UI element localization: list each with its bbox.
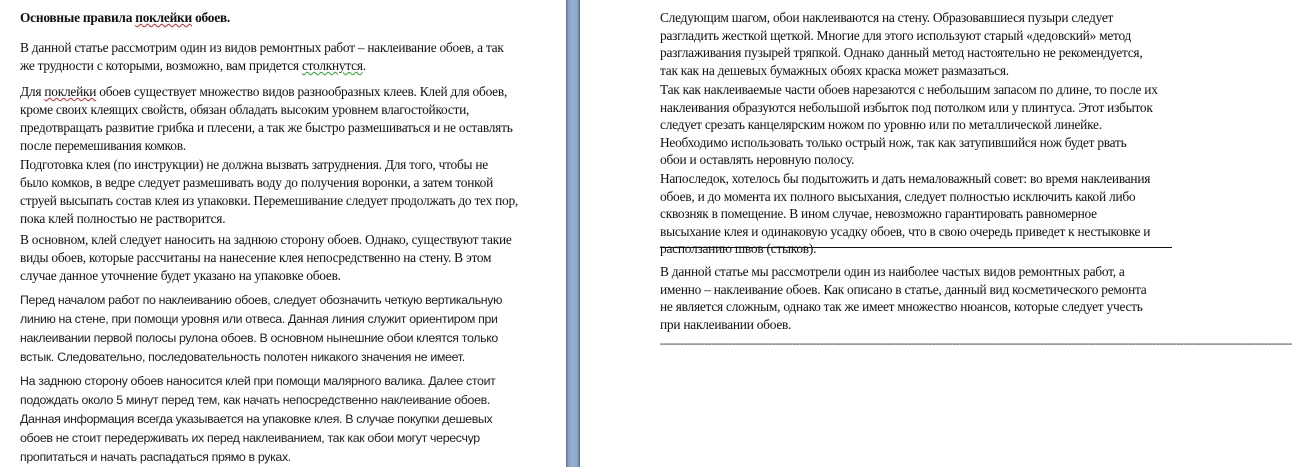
text-line: Так как наклеиваемые части обоев нарезаются с небольшим запасом по длине, то после их — [660, 82, 1158, 97]
text-line: разгладить жесткой щеткой. Многие для этого используют старый «дедовский» метод — [660, 27, 1132, 43]
text-line: пока клей полностью не растворится. — [20, 211, 226, 226]
text-line: высыхание клея и одинаковую усадку обоев, что в свою очередь приведет к нестыковке и — [660, 223, 1151, 239]
text-line: так как на дешевых бумажных обоях краска может размазаться. — [660, 62, 1009, 78]
text-line: В данной статье мы рассмотрели один из наиболее частых видов ремонтных работ, а — [660, 264, 1125, 279]
text-line: предотвращать развитие грибка и плесени, а так же быстро размешиваться и не оставлять — [20, 120, 513, 135]
page-splitter[interactable] — [566, 0, 580, 467]
paragraph — [660, 170, 1150, 258]
text-line: Подготовка клея (по инструкции) не должна вызвать затруднения. Для того, чтобы не — [20, 157, 488, 172]
text-line: при наклеивании обоев. — [660, 316, 792, 332]
paragraph — [660, 9, 1142, 79]
text-line: подождать около 5 минут перед тем, как начать непосредственно наклеивание обоев. — [20, 393, 490, 407]
text-line: Следующим шагом, обои наклеиваются на стену. Образовавшиеся пузыри следует — [660, 10, 1114, 25]
paragraph-border-line — [660, 247, 1172, 248]
document-title: Основные правила поклейки обоев. — [20, 10, 231, 25]
text-line: после перемешивания комков. — [20, 138, 186, 153]
text-line: следует срезать канцелярским ножом по уровню или по металлической линейке. — [660, 117, 1102, 133]
text-line: Напоследок, хотелось бы подытожить и дать немаловажный совет: во время наклеивания — [660, 171, 1151, 186]
dashed-separator: ------------------------------------------------------------------------------------------------------------------------------------------------------------------------------------------ — [660, 336, 1292, 350]
text-line: именно – наклеивание обоев. Как описано в статье, данный вид косметического ремонта — [660, 281, 1147, 297]
text-line: Перед началом работ по наклеиванию обоев, следует обозначить четкую вертикальную — [20, 293, 503, 307]
text-line: же трудности с которыми, возможно, вам придется столкнутся. — [20, 58, 366, 73]
text-line: встык. Следовательно, последовательность полотен никакого значения не имеет. — [20, 350, 465, 364]
text-line: Данная информация всегда указывается на упаковке клея. В случае покупки дешевых — [20, 412, 493, 426]
paragraph — [660, 263, 1146, 333]
text-line: кроме своих клеящих свойств, обязан обладать высоким уровнем влагостойкости, — [20, 102, 470, 117]
text-line: было комков, в ведре следует размешивать воду до получения воронки, а затем тонкой — [20, 175, 494, 190]
text-line: обоев, и до момента их полного высыхания, следует полностью исключить какой либо — [660, 188, 1136, 204]
document-page-left[interactable] — [0, 0, 566, 467]
text-line: На заднюю сторону обоев наносится клей при помощи малярного валика. Далее стоит — [20, 374, 496, 388]
text-line: случае данное уточнение будет указано на упаковке обоев. — [20, 268, 341, 283]
text-line: разглаживания пузырей тряпкой. Однако данный метод настоятельно не рекомендуется, — [660, 45, 1143, 61]
text-line: пропитаться и начать распадаться прямо в руках. — [20, 450, 291, 464]
paragraph — [20, 83, 513, 155]
text-line: наклеивания образуются небольшой избыток под потолком или у плинтуса. Этот избыток — [660, 99, 1153, 115]
text-line: виды обоев, которые рассчитаны на нанесение клея непосредственно на стену. В этом — [20, 250, 492, 265]
paragraph — [20, 291, 502, 367]
paragraph — [20, 231, 512, 285]
text-line: Для поклейки обоев существует множество видов разнообразных клеев. Клей для обоев, — [20, 84, 508, 99]
text-line: В данной статье рассмотрим один из видов ремонтных работ – наклеивание обоев, а так — [20, 40, 504, 55]
text-line: обоев не стоит передерживать их перед наклеиванием, так как обои могут чересчур — [20, 431, 480, 445]
paragraph — [20, 156, 518, 228]
text-line: сквозняк в помещение. В ином случае, невозможно гарантировать равномерное — [660, 206, 1097, 222]
text-line: линию на стене, при помощи уровня или отвеса. Данная линия служит ориентиром при — [20, 312, 498, 326]
text-line: струей высыпать состав клея из упаковки. Перемешивание следует продолжать до тех пор, — [20, 193, 519, 208]
text-line: не является сложным, однако так же имеет множество нюансов, которые следует учесть — [660, 299, 1143, 315]
text-line: В основном, клей следует наносить на заднюю сторону обоев. Однако, существуют такие — [20, 232, 512, 247]
text-line: расползанию швов (стыков). — [660, 241, 817, 257]
paragraph — [20, 372, 496, 467]
text-line: Необходимо использовать только острый нож, так как затупившийся нож будет рвать — [660, 134, 1127, 150]
text-line: наклеивании первой полосы рулона обоев. В основном нынешние обои клеятся только — [20, 331, 498, 345]
text-line: обои и оставлять неровную полосу. — [660, 152, 855, 168]
document-page-right[interactable] — [580, 0, 1292, 467]
paragraph — [20, 39, 504, 75]
paragraph — [660, 81, 1158, 169]
